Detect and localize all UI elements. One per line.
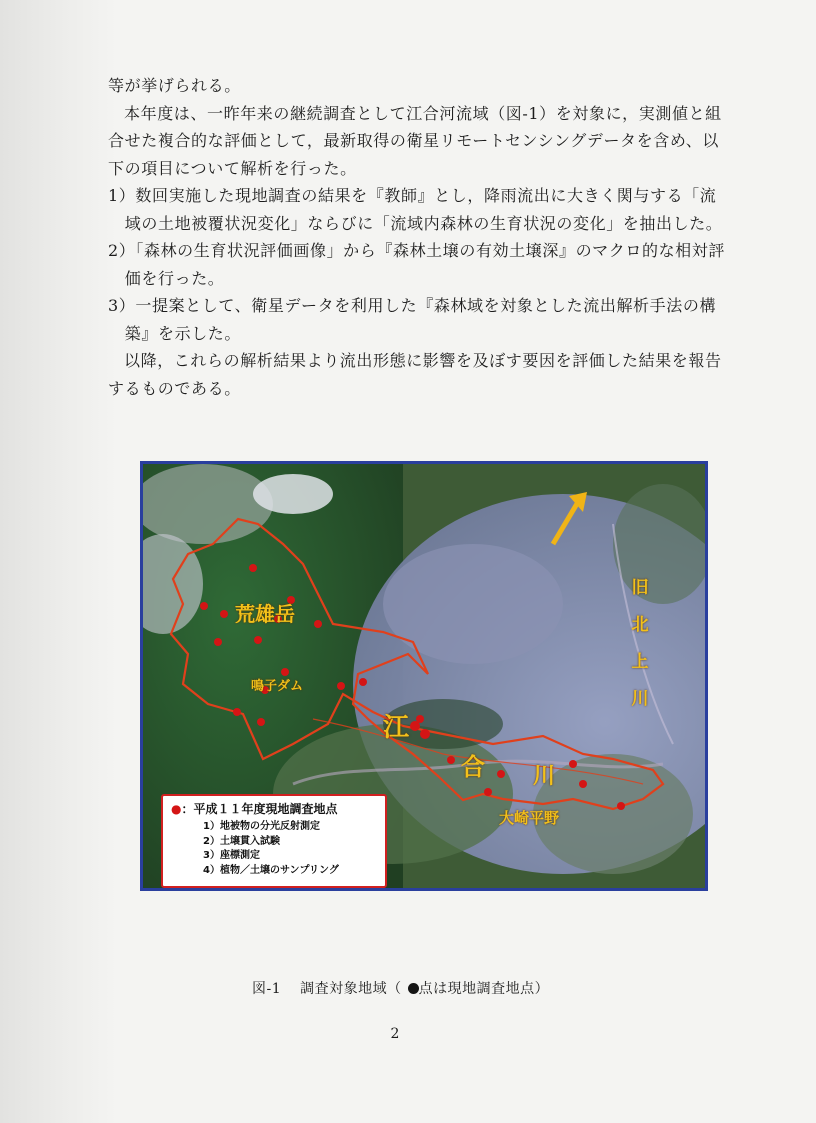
scan-shadow: [0, 0, 118, 1123]
river-label-char: 旧: [631, 578, 649, 598]
caption-text: 点は現地調査地点）: [418, 981, 550, 997]
figure-caption: [252, 978, 592, 998]
paragraph: 以降，これらの解析結果より流出形態に影響を及ぼす要因を評価した結果を報告するものである。: [108, 351, 722, 398]
river-label-char: 北: [631, 615, 649, 635]
river-label-char: 川: [631, 689, 649, 709]
page-number: 2: [390, 1026, 400, 1042]
legend-item: 4）植物／土壌のサンプリング: [203, 864, 339, 876]
dam-label: 鳴子ダム: [251, 679, 304, 694]
legend-title: [171, 800, 338, 817]
legend-title-text: ：平成１１年度現地調査地点: [181, 802, 338, 816]
plain-label: 大崎平野: [499, 809, 560, 827]
river-label-char: 川: [533, 764, 556, 789]
paragraph: 本年度は、一昨年来の継続調査として江合河流域（図-1）を対象に，実測値と組合せた複合的な評価として，最新取得の衛星リモートセンシングデータを含め、以下の項目について解析を行った。: [108, 103, 722, 178]
paragraph: 等が挙げられる。: [108, 76, 241, 95]
list-item: 2）「森林の生育状況評価画像」から『森林土壌の有効土壌深』のマクロ的な相対評価を行った。: [108, 241, 725, 288]
river-label-char: 上: [631, 652, 649, 672]
river-label-char: 合: [461, 753, 485, 781]
satellite-map-figure: [140, 461, 708, 891]
legend-item: 3）座標測定: [203, 850, 260, 861]
caption-text: 調査対象地域（: [300, 981, 402, 997]
legend-items: [203, 820, 339, 878]
survey-point-icon: ●: [171, 802, 182, 816]
survey-point-icon: [408, 983, 419, 994]
legend-item: 2）土壌貫入試験: [203, 835, 280, 847]
body-text: [108, 72, 728, 402]
legend-item: 1）地被物の分光反射測定: [203, 821, 320, 832]
old-kitakami-river-label: [627, 570, 653, 718]
map-legend: [161, 794, 387, 888]
list-item: 1）数回実施した現地調査の結果を『教師』とし，降雨流出に大きく関与する「流域の土地被覆状況変化」ならびに「流域内森林の生育状況の変化」を抽出した。: [108, 186, 723, 233]
river-label-char: 江: [383, 713, 410, 743]
mountain-label: 荒雄岳: [235, 602, 295, 626]
list-item: 3）一提案として、衛星データを利用した『森林域を対象とした流出解析手法の構築』を示した。: [108, 296, 717, 343]
caption-prefix: 図-1: [252, 981, 282, 997]
